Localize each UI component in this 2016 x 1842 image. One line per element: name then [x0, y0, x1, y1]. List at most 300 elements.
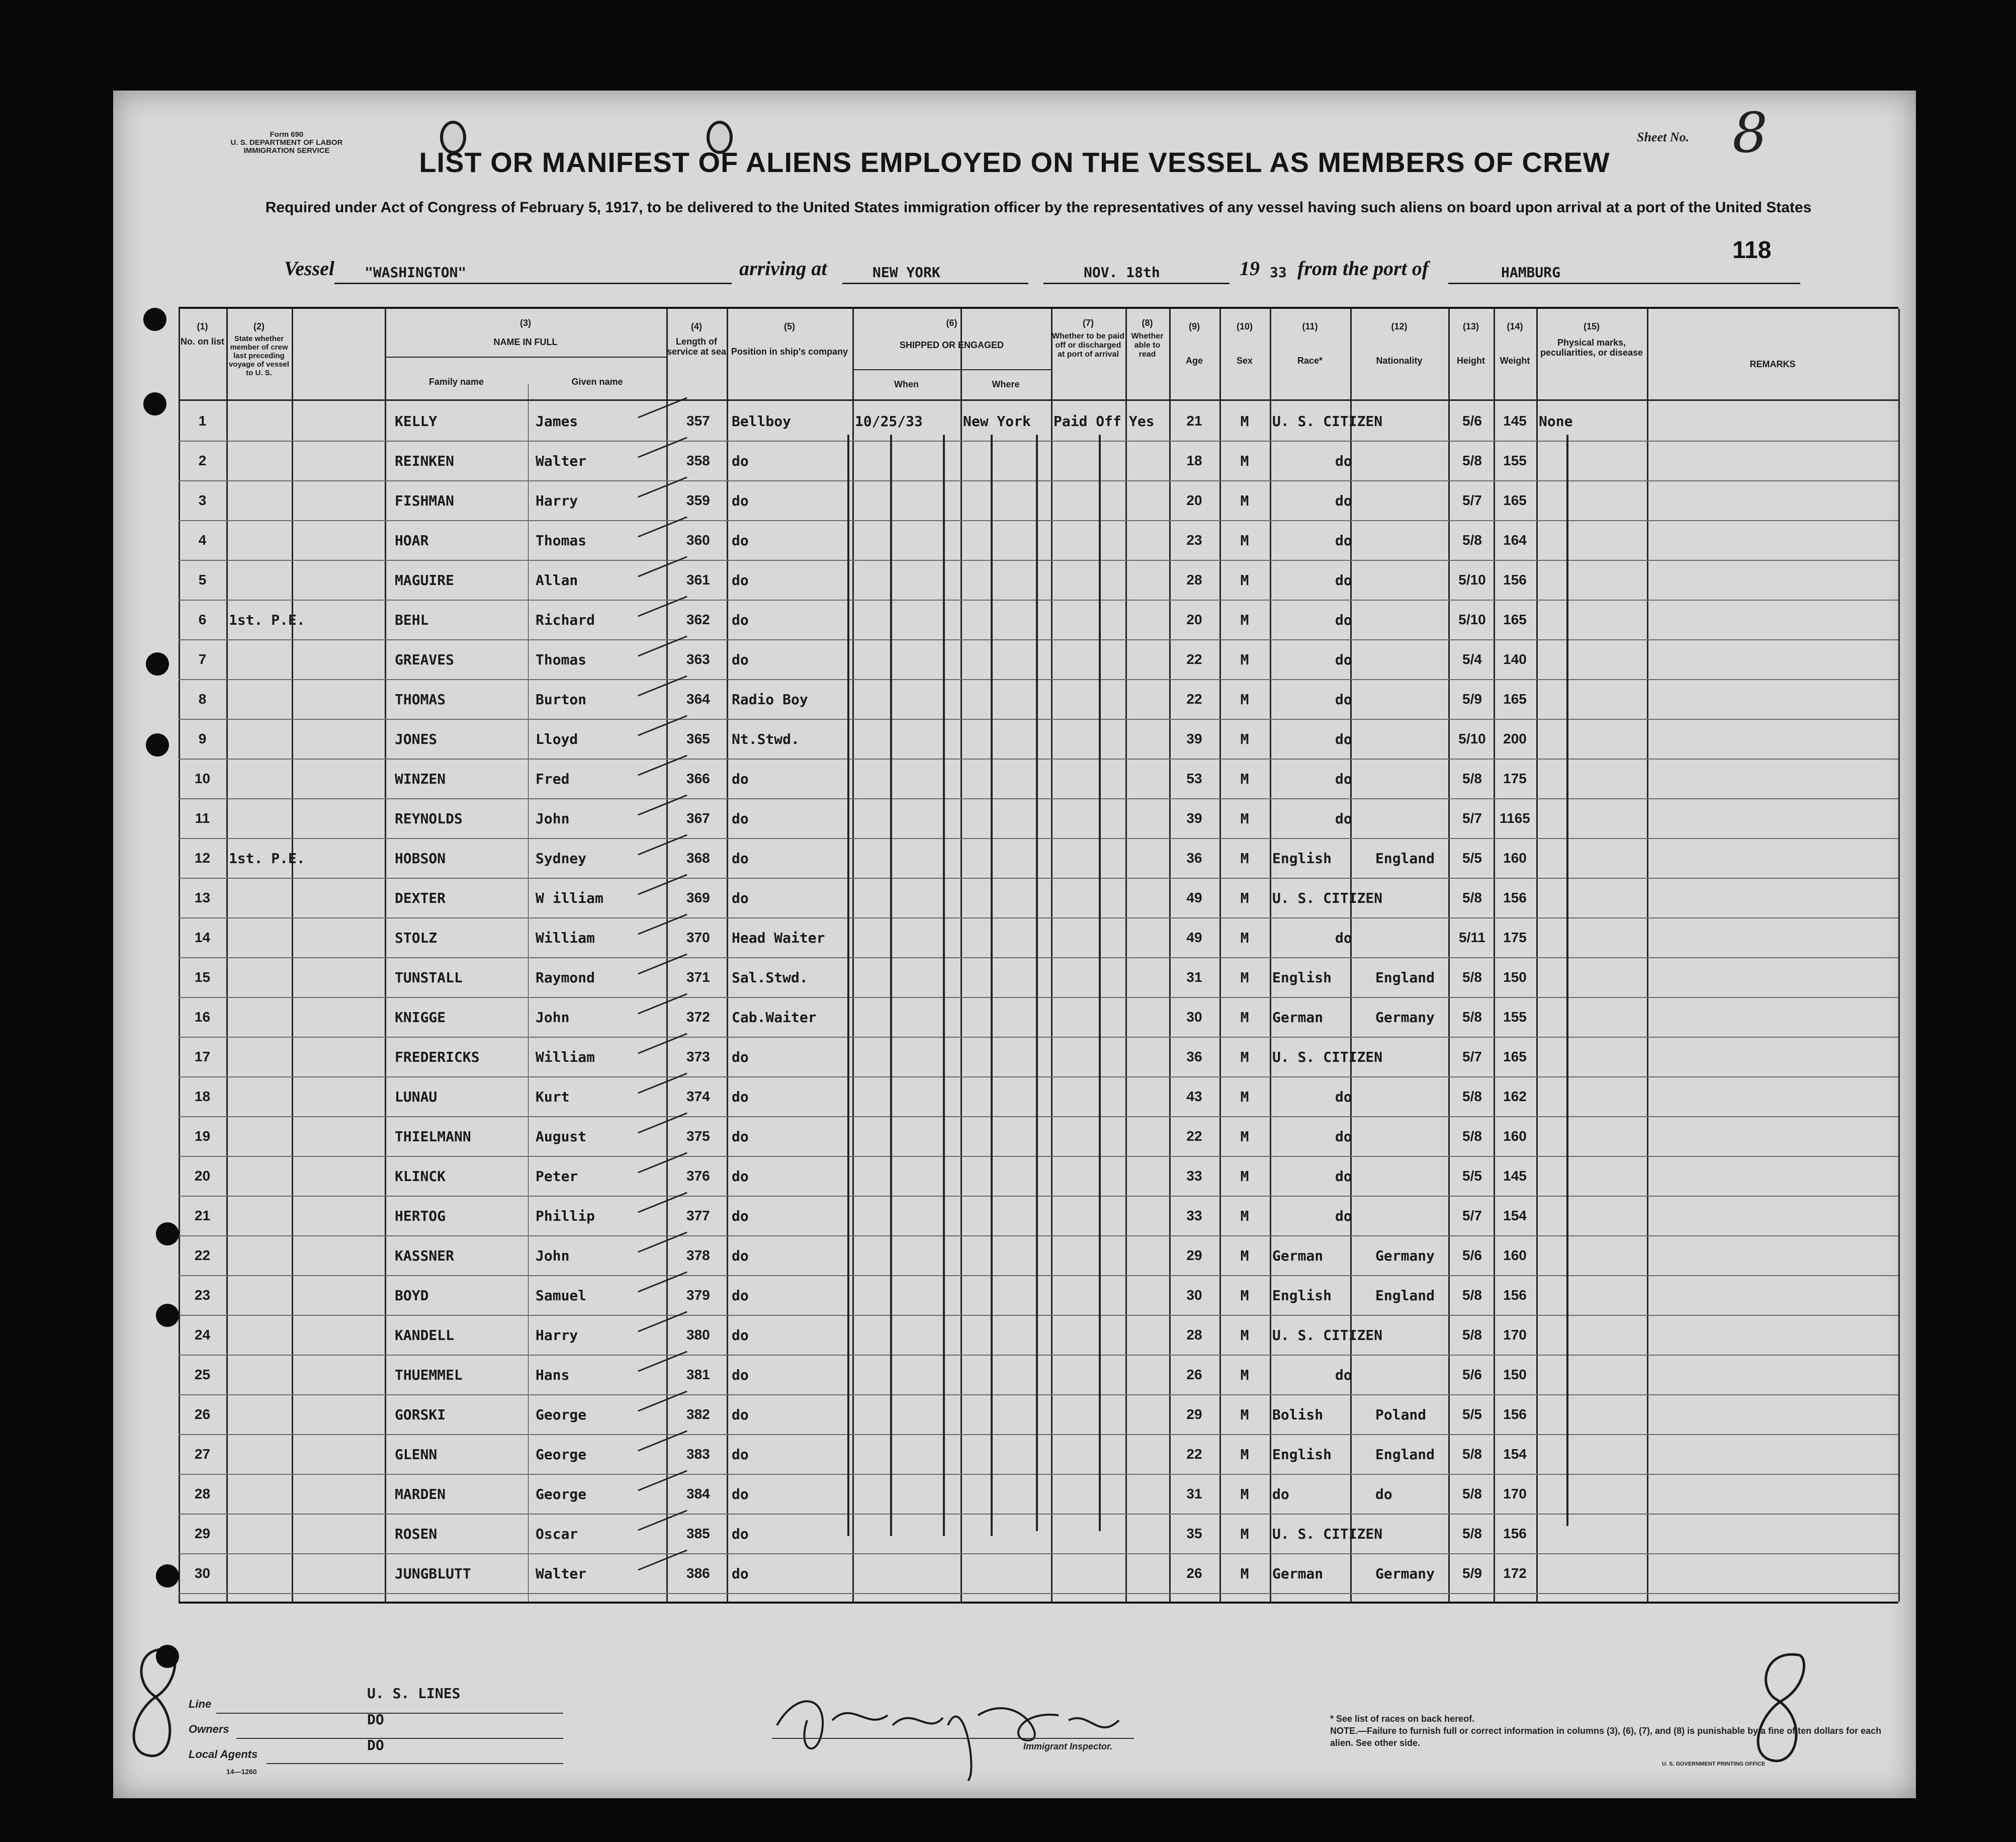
table-row — [179, 1038, 1898, 1075]
cell-given: Kurt — [536, 1089, 570, 1105]
cell-position: do — [732, 532, 749, 549]
cell-no: 30 — [194, 1565, 211, 1581]
cell-service: 374 — [686, 1089, 710, 1104]
cell-nationality: Germany — [1375, 1247, 1435, 1264]
cell-age: 22 — [1186, 1128, 1202, 1144]
table-row — [179, 1475, 1898, 1513]
cell-position: do — [732, 1168, 749, 1185]
header-remarks: REMARKS — [1749, 359, 1796, 369]
cell-family: BEHL — [395, 612, 429, 628]
cell-race: U. S. CITIZEN — [1272, 1327, 1383, 1344]
cell-position: do — [732, 1446, 749, 1463]
cell-position: do — [732, 1287, 749, 1304]
cell-given: Thomas — [536, 651, 587, 668]
cell-race: German — [1272, 1565, 1324, 1582]
cell-weight: 145 — [1503, 413, 1527, 429]
cell-race: do — [1335, 771, 1352, 787]
sheet-number-label: Sheet No. — [1637, 130, 1689, 144]
vessel-label: Vessel — [284, 257, 334, 280]
crew-table: (1) No. on list (2) State whether member of crew last preceding voyage of vessel to U. S. (3) NAME IN FULL Family name Given name (4) Length of service at sea (5) Position in ship's company (6) SHIPPED OR ENGAGED When Where (7) Whether to be paid off or discharged at port of arrival (8) Whether able to read (9) Age (10) Sex (11) Race* (12) Nationality (13) Height (14) Weight (15) Physical marks, peculiarities, or disease REMARKS 1 KELLY James 357 Bellboy 10/25/33 New York Paid Off Yes 21 M U. S. CITIZEN 5/6 145 None 2 REINKEN Walter 358 do 18 M do 5/8 155 3 FISHMAN Harry 359 do 20 M do 5/7 165 4 HOAR Thomas 360 do 23 M do 5/8 164 5 MAGUIRE Allan 361 do 28 M do 5/10 156 6 1st. P.E. BEHL Richard 362 do 20 M do 5/10 165 7 GREAVES Thomas 363 do 22 M do 5/4 140 8 THOMAS Burton 364 Radio Boy 22 M do 5/9 165 9 JONES Lloyd 365 Nt.Stwd. 39 M do 5/10 200 10 WINZEN Fred 366 do 53 M do 5/8 175 11 REYNOLDS John 367 do 39 M do 5/7 1165 12 1st. P.E. HOBSON Sydney 368 do 36 M English England 5/5 160 13 DEXTER W illiam 369 do 49 M U. S. CITIZEN 5/8 156 14 STOLZ William 370 Head Waiter 49 M do 5/11 175 15 TUNSTALL Raymond 371 Sal.Stwd. 31 M English England 5/8 150 16 KNIGGE John 372 Cab.Waiter 30 M German Germany 5/8 155 17 FREDERICKS William 373 do 36 M U. S. CITIZEN 5/7 165 18 LUNAU Kurt 374 do 43 M do 5/8 162 19 THIELMANN August 375 do 22 M do 5/8 160 20 KLINCK Peter 376 do 33 M do 5/5 145 21 HERTOG Phillip 377 do 33 M do 5/7 154 22 KASSNER John 378 do 29 M German Germany 5/6 160 23 BOYD Samuel 379 do 30 M English England 5/8 156 24 KANDELL Harry 380 do 28 M U. S. CITIZEN 5/8 170 25 THUEMMEL Hans 381 do 26 M do 5/6 150 26 GORSKI George 382 do 29 M Bolish Poland 5/5 156 27 GLENN George 383 do 22 M English England 5/8 154 28 MARDEN George 384 do 31 M do do 5/8 170 29 ROSEN Oscar 385 do 35 M U. S. CITIZEN 5/8 156 30 JUNGBLUTT Walter 386 do 26 M German Germany 5/9 172 — [179, 307, 1898, 1604]
cell-race: do — [1335, 572, 1352, 589]
cell-read: Yes — [1129, 413, 1155, 430]
cell-nationality: Germany — [1375, 1565, 1435, 1582]
cell-age: 39 — [1186, 731, 1202, 746]
cell-race: U. S. CITIZEN — [1272, 413, 1383, 430]
ditto-pen-stroke — [1099, 435, 1101, 1531]
ditto-pen-stroke — [847, 435, 849, 1536]
cell-race: do — [1335, 1168, 1352, 1185]
cell-sex: M — [1240, 492, 1249, 509]
cell-height: 5/8 — [1462, 1128, 1482, 1144]
cell-service: 386 — [686, 1565, 710, 1581]
cell-service: 375 — [686, 1128, 710, 1144]
table-row — [179, 1435, 1898, 1473]
cell-no: 26 — [194, 1406, 211, 1422]
punch-hole — [146, 733, 169, 757]
footnote-block — [1330, 1713, 1883, 1749]
cell-family: FREDERICKS — [395, 1049, 480, 1065]
service-tally-mark — [638, 874, 687, 895]
cell-race: do — [1335, 1367, 1352, 1383]
header-when: When — [894, 379, 919, 389]
cell-position: do — [732, 1327, 749, 1344]
cell-family: MARDEN — [395, 1486, 446, 1502]
cell-race: German — [1272, 1009, 1324, 1026]
form-code: 14—1260 — [226, 1768, 257, 1776]
cell-height: 5/8 — [1462, 890, 1482, 905]
page-title: LIST OR MANIFEST OF ALIENS EMPLOYED ON THE VESSEL AS MEMBERS OF CREW — [419, 146, 1610, 178]
cell-given: Hans — [536, 1367, 570, 1383]
cell-no: 16 — [194, 1009, 211, 1025]
cell-weight: 172 — [1503, 1565, 1527, 1581]
cell-sex: M — [1240, 413, 1249, 430]
cell-weight: 200 — [1503, 731, 1527, 746]
ditto-pen-stroke — [943, 435, 945, 1536]
cell-family: KANDELL — [395, 1327, 455, 1344]
cell-family: MAGUIRE — [395, 572, 455, 589]
cell-service: 364 — [686, 691, 710, 707]
cell-height: 5/10 — [1458, 612, 1486, 627]
service-tally-mark — [638, 834, 687, 855]
table-row — [179, 561, 1898, 599]
cell-no: 18 — [194, 1089, 211, 1104]
cell-weight: 154 — [1503, 1446, 1527, 1462]
cell-service: 363 — [686, 651, 710, 667]
cell-height: 5/8 — [1462, 453, 1482, 468]
cell-height: 5/7 — [1462, 810, 1482, 826]
cell-no: 10 — [194, 771, 211, 786]
service-tally-mark — [638, 1311, 687, 1332]
cell-family: DEXTER — [395, 890, 446, 906]
cell-age: 20 — [1186, 492, 1202, 508]
cell-position: do — [732, 651, 749, 668]
cell-sex: M — [1240, 1247, 1249, 1264]
service-tally-mark — [638, 794, 687, 815]
cell-family: KELLY — [395, 413, 437, 430]
cell-family: WINZEN — [395, 771, 446, 787]
vessel-name: "WASHINGTON" — [365, 264, 467, 281]
service-tally-mark — [638, 715, 687, 736]
cell-position: do — [732, 1367, 749, 1383]
header-sex: Sex — [1236, 356, 1253, 366]
header-height: Height — [1457, 356, 1485, 366]
punch-hole — [156, 1222, 179, 1245]
cell-given: John — [536, 1247, 570, 1264]
cell-race: do — [1335, 612, 1352, 628]
header-nationality: Nationality — [1376, 356, 1423, 366]
cell-service: 381 — [686, 1367, 710, 1382]
cell-given: Burton — [536, 691, 587, 708]
cell-given: George — [536, 1486, 587, 1502]
cell-service: 372 — [686, 1009, 710, 1025]
table-row — [179, 1197, 1898, 1234]
cell-height: 5/8 — [1462, 1327, 1482, 1343]
cell-race: English — [1272, 969, 1332, 986]
cell-race: do — [1335, 691, 1352, 708]
cell-no: 25 — [194, 1367, 211, 1382]
cell-position: Bellboy — [732, 413, 792, 430]
cell-position: Nt.Stwd. — [732, 731, 800, 747]
service-tally-mark — [638, 1549, 687, 1570]
cell-height: 5/4 — [1462, 651, 1482, 667]
cell-position: do — [732, 890, 749, 906]
cell-age: 18 — [1186, 453, 1202, 468]
cell-weight: 155 — [1503, 1009, 1527, 1025]
header-paid-off: Whether to be paid off or discharged at port of arrival — [1052, 332, 1124, 359]
cell-given: Lloyd — [536, 731, 578, 747]
cell-height: 5/8 — [1462, 771, 1482, 786]
cell-given: Sydney — [536, 850, 587, 867]
cell-sex: M — [1240, 1208, 1249, 1224]
cell-height: 5/10 — [1458, 572, 1486, 588]
cell-family: TUNSTALL — [395, 969, 463, 986]
cell-given: Fred — [536, 771, 570, 787]
cell-race: U. S. CITIZEN — [1272, 1049, 1383, 1065]
table-row — [179, 1236, 1898, 1274]
cell-height: 5/8 — [1462, 1009, 1482, 1025]
footnote-races: * See list of races on back hereof. — [1330, 1714, 1475, 1724]
table-row — [179, 879, 1898, 916]
cell-service: 370 — [686, 930, 710, 945]
ditto-pen-stroke — [1036, 435, 1038, 1531]
cell-no: 12 — [194, 850, 211, 866]
cell-no: 20 — [194, 1168, 211, 1184]
cell-age: 22 — [1186, 691, 1202, 707]
service-tally-mark — [638, 635, 687, 656]
arrival-port: NEW YORK — [872, 264, 940, 281]
punch-hole — [156, 1304, 179, 1327]
punch-hole — [156, 1645, 179, 1668]
cell-no: 24 — [194, 1327, 211, 1343]
cell-service: 378 — [686, 1247, 710, 1263]
cell-height: 5/7 — [1462, 1208, 1482, 1223]
cell-race: do — [1335, 532, 1352, 549]
cell-nationality: do — [1375, 1486, 1392, 1502]
cell-position: do — [732, 810, 749, 827]
service-tally-mark — [638, 1112, 687, 1133]
cell-no: 7 — [198, 651, 207, 667]
cell-no: 23 — [194, 1287, 211, 1303]
line-label: Line — [189, 1698, 212, 1710]
cell-weight: 175 — [1503, 930, 1527, 945]
cell-given: W illiam — [536, 890, 603, 906]
table-row — [179, 1515, 1898, 1552]
cell-height: 5/6 — [1462, 413, 1482, 429]
cell-position: do — [732, 1247, 749, 1264]
cell-age: 21 — [1186, 413, 1202, 429]
cell-given: Thomas — [536, 532, 587, 549]
cell-age: 36 — [1186, 850, 1202, 866]
cell-weight: 1165 — [1500, 810, 1530, 826]
cell-race: English — [1272, 850, 1332, 867]
cell-no: 21 — [194, 1208, 211, 1223]
cell-no: 28 — [194, 1486, 211, 1501]
page-number: 118 — [1732, 237, 1772, 264]
cell-weight: 164 — [1503, 532, 1527, 548]
cell-sex: M — [1240, 1327, 1249, 1344]
departure-port: HAMBURG — [1501, 264, 1561, 281]
cell-position: do — [732, 1208, 749, 1224]
cell-given: Harry — [536, 1327, 578, 1344]
cell-age: 31 — [1186, 1486, 1202, 1501]
cell-height: 5/8 — [1462, 1486, 1482, 1501]
cell-given: George — [536, 1446, 587, 1463]
cell-position: Head Waiter — [732, 930, 825, 946]
cell-sex: M — [1240, 1367, 1249, 1383]
year-suffix: 33 — [1270, 264, 1287, 281]
cell-age: 53 — [1186, 771, 1202, 786]
cell-position: do — [732, 612, 749, 628]
cell-family: REYNOLDS — [395, 810, 463, 827]
cell-nationality: England — [1375, 850, 1435, 867]
cell-age: 39 — [1186, 810, 1202, 826]
header-position: Position in ship's company — [731, 347, 848, 357]
table-row — [179, 521, 1898, 559]
cell-sex: M — [1240, 930, 1249, 946]
cell-age: 49 — [1186, 890, 1202, 905]
cell-age: 22 — [1186, 1446, 1202, 1462]
cell-weight: 165 — [1503, 691, 1527, 707]
cell-age: 35 — [1186, 1526, 1202, 1541]
cell-nationality: Poland — [1375, 1406, 1427, 1423]
service-tally-mark — [638, 516, 687, 537]
cell-sex: M — [1240, 731, 1249, 747]
table-row — [179, 1276, 1898, 1314]
cell-weight: 140 — [1503, 651, 1527, 667]
cell-given: August — [536, 1128, 587, 1145]
cell-sex: M — [1240, 1089, 1249, 1105]
cell-race: do — [1335, 453, 1352, 469]
service-tally-mark — [638, 913, 687, 935]
service-tally-mark — [638, 1430, 687, 1451]
cell-sex: M — [1240, 1287, 1249, 1304]
table-row — [179, 720, 1898, 758]
cell-height: 5/8 — [1462, 969, 1482, 985]
cell-paid: Paid Off — [1054, 413, 1121, 430]
cell-service: 365 — [686, 731, 710, 746]
handwritten-sheet-mark-right — [1742, 1645, 1813, 1776]
footnote-penalty: NOTE.—Failure to furnish full or correct information in columns (3), (6), (7), and (8) is punishable by a fine of ten dollars for each alien. See other side. — [1330, 1726, 1882, 1748]
table-row — [179, 442, 1898, 479]
cell-service: 367 — [686, 810, 710, 826]
cell-no: 5 — [198, 572, 207, 588]
cell-race: do — [1335, 492, 1352, 509]
cell-service: 385 — [686, 1526, 710, 1541]
cell-race: do — [1272, 1486, 1289, 1502]
cell-service: 380 — [686, 1327, 710, 1343]
cell-given: John — [536, 1009, 570, 1026]
cell-weight: 145 — [1503, 1168, 1527, 1184]
punch-hole — [146, 652, 169, 676]
cell-race: Bolish — [1272, 1406, 1324, 1423]
cell-age: 43 — [1186, 1089, 1202, 1104]
table-row — [179, 1356, 1898, 1393]
table-row — [179, 1554, 1898, 1592]
cell-race: do — [1335, 810, 1352, 827]
table-row — [179, 799, 1898, 837]
cell-race: English — [1272, 1446, 1332, 1463]
cell-no: 15 — [194, 969, 211, 985]
ditto-pen-stroke — [890, 435, 892, 1536]
cell-service: 382 — [686, 1406, 710, 1422]
cell-age: 29 — [1186, 1247, 1202, 1263]
cell-weight: 170 — [1503, 1327, 1527, 1343]
manifest-sheet — [113, 91, 1916, 1798]
cell-weight: 155 — [1503, 453, 1527, 468]
cell-no: 11 — [195, 810, 210, 826]
punch-hole — [156, 1564, 179, 1587]
service-tally-mark — [638, 1152, 687, 1173]
cell-age: 26 — [1186, 1565, 1202, 1581]
cell-weight: 160 — [1503, 1247, 1527, 1263]
cell-age: 30 — [1186, 1287, 1202, 1303]
cell-position: do — [732, 771, 749, 787]
header-length-of-service: Length of service at sea — [666, 337, 727, 357]
cell-service: 366 — [686, 771, 710, 786]
cell-sex: M — [1240, 572, 1249, 589]
service-name: IMMIGRATION SERVICE — [243, 146, 330, 155]
table-row — [179, 1316, 1898, 1354]
cell-no: 29 — [194, 1526, 211, 1541]
cell-sex: M — [1240, 1128, 1249, 1145]
header-weight: Weight — [1500, 356, 1530, 366]
cell-given: Samuel — [536, 1287, 587, 1304]
cell-age: 22 — [1186, 651, 1202, 667]
cell-nationality: England — [1375, 1446, 1435, 1463]
service-tally-mark — [638, 1351, 687, 1372]
cell-service: 362 — [686, 612, 710, 627]
inspector-signature — [767, 1660, 1149, 1791]
ditto-pen-stroke — [1566, 435, 1568, 1526]
cell-given: Richard — [536, 612, 595, 628]
cell-given: William — [536, 1049, 595, 1065]
cell-no: 13 — [194, 890, 211, 905]
service-tally-mark — [638, 1510, 687, 1531]
cell-weight: 160 — [1503, 1128, 1527, 1144]
header-race: Race* — [1297, 356, 1323, 366]
cell-position: do — [732, 1486, 749, 1502]
cell-family: BOYD — [395, 1287, 429, 1304]
header-shipped-or-engaged: SHIPPED OR ENGAGED — [899, 340, 1004, 350]
service-tally-mark — [638, 1033, 687, 1054]
cell-service: 359 — [686, 492, 710, 508]
cell-weight: 150 — [1503, 1367, 1527, 1382]
cell-height: 5/11 — [1459, 930, 1485, 945]
printer-mark: U. S. GOVERNMENT PRINTING OFFICE — [1662, 1761, 1766, 1767]
service-tally-mark — [638, 1390, 687, 1411]
cell-weight: 165 — [1503, 492, 1527, 508]
owners-value: DO — [367, 1711, 384, 1728]
cell-race: U. S. CITIZEN — [1272, 890, 1383, 906]
cell-nationality: England — [1375, 1287, 1435, 1304]
cell-prev: 1st. P.E. — [229, 850, 305, 867]
cell-position: do — [732, 492, 749, 509]
cell-weight: 160 — [1503, 850, 1527, 866]
cell-age: 30 — [1186, 1009, 1202, 1025]
cell-no: 9 — [198, 731, 207, 746]
header-previous-voyage: State whether member of crew last preceding voyage of vessel to U. S. — [228, 334, 290, 377]
cell-given: Peter — [536, 1168, 578, 1185]
cell-given: Walter — [536, 1565, 587, 1582]
cell-service: 357 — [686, 413, 710, 429]
cell-given: Oscar — [536, 1526, 578, 1542]
cell-family: HERTOG — [395, 1208, 446, 1224]
header-age: Age — [1185, 356, 1203, 366]
cell-family: THOMAS — [395, 691, 446, 708]
service-tally-mark — [638, 1271, 687, 1292]
cell-sex: M — [1240, 1168, 1249, 1185]
cell-when: 10/25/33 — [855, 413, 923, 430]
cell-no: 27 — [194, 1446, 211, 1462]
header-name-in-full: NAME IN FULL — [493, 337, 558, 347]
cell-given: Walter — [536, 453, 587, 469]
cell-race: do — [1335, 930, 1352, 946]
cell-height: 5/8 — [1462, 1287, 1482, 1303]
cell-race: do — [1335, 731, 1352, 747]
cell-given: Raymond — [536, 969, 595, 986]
inspector-label: Immigrant Inspector. — [1023, 1741, 1113, 1751]
cell-race: U. S. CITIZEN — [1272, 1526, 1383, 1542]
cell-height: 5/8 — [1462, 532, 1482, 548]
cell-weight: 156 — [1503, 1526, 1527, 1541]
service-tally-mark — [638, 596, 687, 617]
cell-marks: None — [1539, 413, 1573, 430]
cell-service: 379 — [686, 1287, 710, 1303]
cell-given: George — [536, 1406, 587, 1423]
cell-no: 14 — [194, 930, 211, 945]
table-row — [179, 1395, 1898, 1433]
table-row — [179, 958, 1898, 996]
cell-family: HOAR — [395, 532, 429, 549]
cell-weight: 156 — [1503, 1287, 1527, 1303]
arriving-label: arriving at — [739, 257, 827, 280]
cell-height: 5/10 — [1458, 731, 1486, 746]
cell-family: GLENN — [395, 1446, 437, 1463]
cell-service: 361 — [686, 572, 710, 588]
cell-weight: 156 — [1503, 1406, 1527, 1422]
cell-no: 1 — [198, 413, 207, 429]
cell-family: JUNGBLUTT — [395, 1565, 471, 1582]
cell-position: Sal.Stwd. — [732, 969, 808, 986]
arrival-date: NOV. 18th — [1084, 264, 1160, 281]
line-value: U. S. LINES — [367, 1685, 461, 1702]
cell-weight: 156 — [1503, 890, 1527, 905]
cell-weight: 170 — [1503, 1486, 1527, 1501]
from-port-label: from the port of — [1297, 257, 1429, 280]
cell-age: 29 — [1186, 1406, 1202, 1422]
cell-position: Cab.Waiter — [732, 1009, 817, 1026]
service-tally-mark — [638, 1072, 687, 1094]
